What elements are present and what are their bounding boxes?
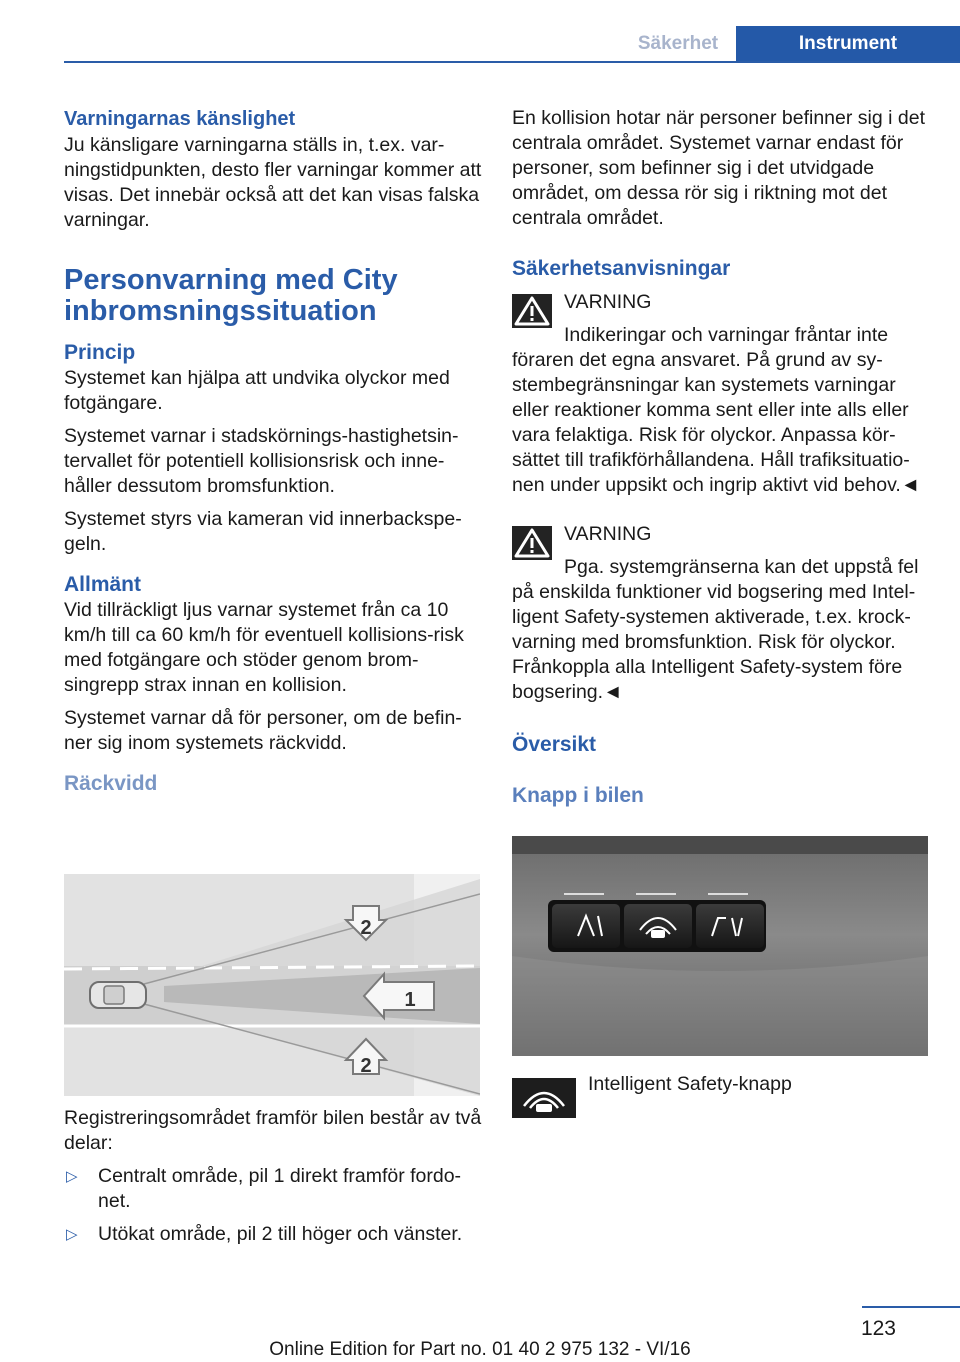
safety-heading: Säkerhetsanvisningar	[512, 257, 731, 280]
princip-heading: Princip	[64, 341, 136, 364]
allmant-paragraph-1: Vid tillräckligt ljus varnar systemet från ca 10 km/h till ca 60 km/h för eventuell kollisions-risk med fotgängare och stöder genom brom-singrepp strax innan en kollision.	[64, 599, 464, 696]
diagram-label-1: 1	[404, 989, 416, 1011]
warning-block-1	[512, 290, 930, 498]
collision-paragraph: En kollision hotar när personer befinner sig i det centrala området. Systemet varnar endast för personer, som befinner sig i det utvidgade området, om dessa rör sig i riktning mot det centrala området.	[512, 107, 925, 229]
page-title: Personvarning med City inbromsningssituation	[64, 264, 398, 327]
list-item	[64, 1222, 482, 1247]
icon-caption: Intelligent Safety-knapp	[588, 1073, 792, 1095]
range-diagram-graphic	[64, 874, 480, 1096]
range-list	[64, 1164, 482, 1247]
intelligent-safety-icon	[512, 1078, 576, 1118]
button-warning-icon[interactable]	[552, 904, 620, 948]
oversikt-heading: Översikt	[512, 733, 597, 756]
allmant-paragraph-2: Systemet varnar då för personer, om de befin-ner sig inom systemets räckvidd.	[64, 707, 462, 754]
warning-title-2: VARNING	[564, 523, 652, 545]
car-buttons-photo	[512, 836, 928, 1056]
registration-text: Registreringsområdet framför bilen består av två delar:	[64, 1107, 482, 1154]
bullet-triangle-icon: ▷	[66, 1168, 78, 1185]
footer-edition: Online Edition for Part no. 01 40 2 975 132 - VI/16	[269, 1339, 691, 1360]
warning-triangle-icon	[512, 294, 552, 328]
allmant-heading: Allmänt	[64, 573, 142, 596]
princip-paragraph-3: Systemet styrs via kameran vid innerbackspe-geln.	[64, 508, 462, 555]
rackvidd-heading: Räckvidd	[64, 772, 158, 795]
warning-block-2	[512, 522, 930, 705]
list-item-text: Utökat område, pil 2 till höger och vänster.	[98, 1223, 463, 1245]
page-number-divider	[862, 1306, 960, 1308]
button-lane-icon[interactable]	[696, 904, 764, 948]
bullet-triangle-icon: ▷	[66, 1226, 78, 1243]
right-column	[512, 106, 930, 809]
warning-triangle-icon	[512, 526, 552, 560]
left-column	[64, 106, 482, 797]
warning-title-1: VARNING	[564, 291, 652, 313]
sensitivity-heading: Varningarnas känslighet	[64, 108, 296, 130]
knapp-heading: Knapp i bilen	[512, 784, 644, 807]
warning-text-2: Pga. systemgränserna kan det uppstå fel på enskilda funktioner vid bogsering med Intel-ligent Safety-systemen aktiverade, t.ex. krock-varning med bromsfunktion. Risk för olyckor. Frånkoppla alla Intelligent Safety-system före bogsering.◄	[512, 556, 919, 703]
list-item	[64, 1164, 482, 1214]
range-diagram	[64, 874, 480, 1096]
princip-paragraph-2: Systemet varnar i stadskörnings-hastighetsin-tervallet för potentiell kollisionsrisk och inne-håller dessutom bromsfunktion.	[64, 425, 459, 497]
princip-paragraph-1: Systemet kan hjälpa att undvika olyckor med fotgängare.	[64, 367, 450, 414]
tab-instrument[interactable]: Instrument	[736, 26, 960, 62]
diagram-label-2-top: 2	[360, 917, 372, 939]
header-divider	[64, 61, 960, 63]
page-number: 123	[860, 1317, 896, 1340]
diagram-label-2-bottom: 2	[360, 1055, 372, 1077]
tab-sakerhet[interactable]: Säkerhet	[620, 26, 736, 62]
left-column-lower	[64, 1106, 482, 1255]
warning-text-1: Indikeringar och varningar fråntar inte föraren det egna ansvaret. På grund av sy-stembegränsningar kan systemets varningar eller reaktioner komma sent eller inte alls eller vara felaktiga. Risk för olyckor. Anpassa kör-sättet till trafikförhållandena. Håll trafiksituatio-nen under uppsikt och ingrip aktivt vid behov.◄	[512, 324, 921, 496]
list-item-text: Centralt område, pil 1 direkt framför fordo-net.	[98, 1165, 462, 1212]
sensitivity-text: Ju känsligare varningarna ställs in, t.ex. var-ningstidpunkten, desto fler varningar kommer att visas. Det innebär också att det kan visas falska varningar.	[64, 134, 482, 231]
